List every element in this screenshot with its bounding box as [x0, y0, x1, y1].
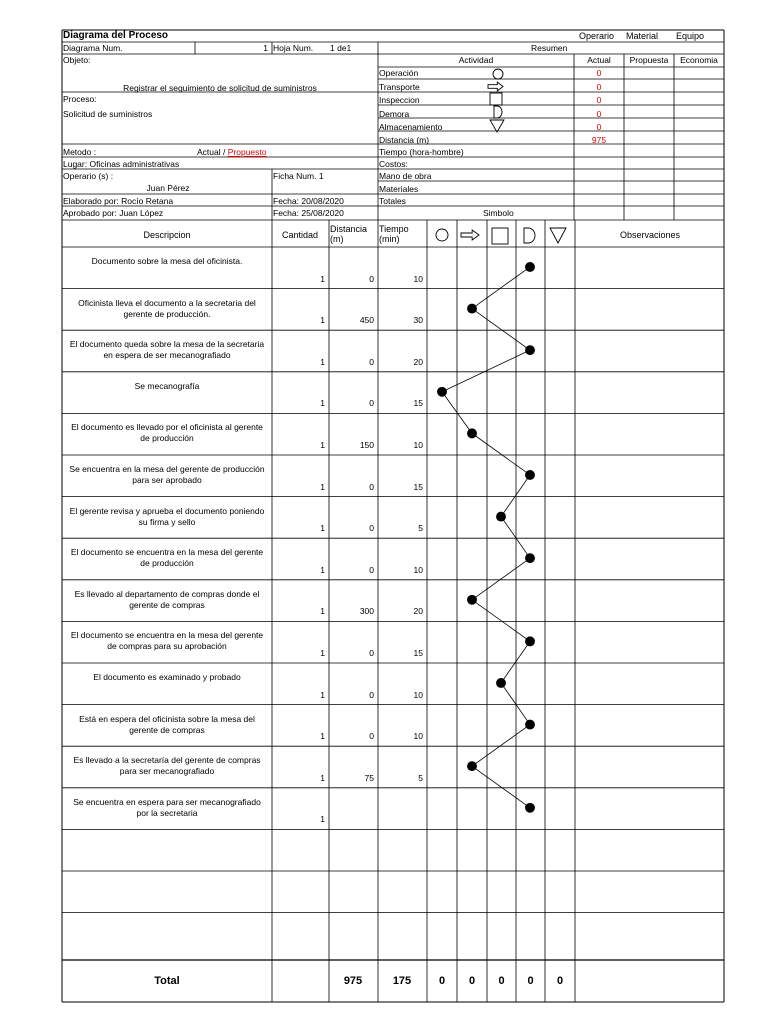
step-symbol-marker [468, 304, 477, 313]
col-header-operario: Operario [579, 31, 615, 41]
header-demora-icon [524, 228, 535, 243]
diagrama-label: Diagrama Num. [63, 43, 123, 53]
aprobado-por: Aprobado por: Juan López [63, 208, 164, 218]
step-description: El documento se encuentra en la mesa del gerente de compras para su aprobación [70, 630, 264, 652]
total-tiempo: 175 [392, 975, 412, 987]
step-distancia: 0 [369, 481, 374, 492]
flow-connector-line [442, 350, 530, 392]
step-distancia: 0 [369, 273, 374, 284]
step-distancia: 0 [369, 523, 374, 534]
step-cantidad: 1 [320, 564, 325, 575]
step-distancia: 0 [369, 731, 374, 742]
lugar: Lugar: Oficinas administrativas [63, 159, 180, 169]
summary-value-almacenamiento: 0 [596, 122, 602, 132]
step-cantidad: 1 [320, 315, 325, 326]
summary-actual-header: Actual [587, 55, 611, 65]
metodo-propuesto: Propuesto [227, 147, 267, 157]
step-distancia: 0 [369, 689, 374, 700]
step-distancia: 75 [364, 772, 374, 783]
total-distancia: 975 [343, 975, 363, 987]
transporte-symbol-icon [488, 82, 503, 91]
inspeccion-symbol-icon [490, 93, 502, 105]
objeto-label: Objeto: [63, 55, 91, 65]
operario-name: Juan Pérez [146, 183, 190, 193]
step-tiempo: 10 [413, 273, 423, 284]
flow-connector-line [472, 558, 530, 600]
summary-label-transporte: Transporte [379, 82, 420, 92]
flow-connector-line [472, 766, 530, 808]
step-tiempo: 15 [413, 481, 423, 492]
summary-value-operacion: 0 [596, 68, 602, 78]
summary-propuesta-header: Propuesta [629, 55, 669, 65]
summary-value-demora: 0 [596, 109, 602, 119]
summary-value-distancia: 975 [591, 135, 607, 145]
hoja-value: 1 de1 [330, 43, 352, 53]
step-cantidad: 1 [320, 481, 325, 492]
hoja-label: Hoja Num. [273, 43, 314, 53]
step-symbol-marker [438, 387, 447, 396]
step-symbol-marker [526, 346, 535, 355]
step-tiempo: 10 [413, 564, 423, 575]
page-title: Diagrama del Proceso [63, 30, 169, 41]
step-tiempo: 5 [418, 523, 423, 534]
flow-connector-line [472, 267, 530, 309]
summary-economia-header: Economia [680, 55, 718, 65]
step-description: Documento sobre la mesa del oficinista. [91, 256, 243, 266]
summary-totales: Totales [379, 196, 406, 206]
flow-connector-line [501, 683, 530, 725]
step-description: Es llevado a la secretaría del gerente de compras para ser mecanografiado [73, 755, 261, 777]
step-distancia: 0 [369, 398, 374, 409]
step-distancia: 450 [359, 315, 374, 326]
header-tiempo: Tiempo (min) [379, 224, 409, 245]
metodo-label: Metodo : [63, 147, 97, 157]
step-description: Se encuentra en la mesa del gerente de producción para ser aprobado [69, 464, 265, 486]
diagrama-num: 1 [263, 43, 268, 53]
summary-label-operacion: Operación [379, 68, 419, 78]
total-count-operacion: 0 [438, 975, 446, 987]
proceso-value: Solicitud de suministros [63, 109, 153, 119]
summary-value-transporte: 0 [596, 82, 602, 92]
step-description: El gerente revisa y aprueba el documento poniendo su firma y sello [69, 505, 265, 527]
summary-mano-obra: Mano de obra [379, 171, 432, 181]
step-symbol-marker [526, 720, 535, 729]
step-tiempo: 10 [413, 689, 423, 700]
demora-symbol-icon [494, 106, 502, 118]
elaborado-fecha: Fecha: 20/08/2020 [273, 196, 344, 206]
step-description: El documento queda sobre la mesa de la secretaria en espera de ser mecanografiado [69, 339, 265, 361]
summary-tiempo: Tiempo (hora-hombre) [379, 147, 464, 157]
summary-materiales: Materiales [379, 184, 419, 194]
step-distancia: 150 [359, 440, 374, 450]
step-cantidad: 1 [320, 273, 325, 284]
step-tiempo: 10 [413, 731, 423, 742]
flow-connector-line [472, 725, 530, 767]
total-count-inspeccion: 0 [498, 975, 505, 987]
summary-label-distancia: Distancia (m) [379, 135, 430, 145]
step-cantidad: 1 [320, 689, 325, 700]
step-description: Es llevado al departamento de compras donde el gerente de compras [74, 588, 260, 610]
step-cantidad: 1 [320, 772, 325, 783]
step-description: Se mecanografía [134, 380, 200, 391]
step-cantidad: 1 [320, 523, 325, 534]
step-tiempo: 20 [413, 606, 423, 617]
ficha: Ficha Num. 1 [273, 171, 324, 181]
total-label: Total [154, 975, 180, 987]
step-distancia: 0 [369, 648, 374, 658]
step-cantidad: 1 [320, 398, 325, 409]
step-tiempo: 15 [413, 648, 423, 658]
step-distancia: 0 [369, 564, 374, 575]
step-description: El documento se encuentra en la mesa del gerente de producción [70, 547, 264, 569]
header-cantidad: Cantidad [281, 230, 319, 240]
summary-label-inspeccion: Inspeccion [379, 95, 420, 105]
step-symbol-marker [468, 429, 477, 438]
col-header-equipo: Equipo [676, 31, 705, 41]
total-count-demora: 0 [527, 975, 534, 987]
step-tiempo: 15 [413, 398, 423, 409]
header-observaciones: Observaciones [619, 230, 681, 240]
flow-connector-line [501, 641, 530, 683]
col-header-material: Material [626, 31, 659, 41]
summary-label-almacenamiento: Almacenamiento [379, 122, 443, 132]
step-description: Oficinista lleva el documento a la secretaria del gerente de producción. [78, 297, 256, 319]
step-cantidad: 1 [320, 606, 325, 617]
step-symbol-marker [526, 470, 535, 479]
header-transporte-icon [461, 230, 479, 240]
step-cantidad: 1 [320, 440, 325, 450]
summary-costos: Costos: [379, 159, 408, 169]
objeto-value: Registrar el seguimiento de solicitud de suministros [123, 83, 317, 93]
header-operacion-icon [436, 229, 448, 241]
operacion-symbol-icon [493, 69, 503, 79]
step-cantidad: 1 [320, 731, 325, 742]
step-tiempo: 20 [413, 356, 423, 367]
summary-value-inspeccion: 0 [596, 95, 602, 105]
step-symbol-marker [526, 262, 535, 271]
step-symbol-marker [526, 554, 535, 563]
operario-label: Operario (s) : [63, 171, 114, 181]
flow-connector-line [472, 600, 530, 642]
proceso-label: Proceso: [63, 94, 97, 104]
summary-actividad: Actividad [458, 55, 494, 65]
flow-connector-line [501, 517, 530, 559]
total-count-transporte: 0 [468, 975, 476, 987]
step-distancia: 300 [359, 606, 374, 617]
step-description: Se encuentra en espera para ser mecanografiado por la secretaria [73, 796, 261, 818]
step-description: El documento es examinado y probado [93, 672, 241, 682]
step-symbol-marker [468, 595, 477, 604]
header-distancia: Distancia (m) [330, 224, 368, 245]
header-inspeccion-icon [492, 228, 508, 244]
step-symbol-marker [468, 762, 477, 771]
step-tiempo: 10 [413, 440, 423, 450]
step-symbol-marker [497, 678, 506, 687]
summary-title: Resumen [531, 43, 568, 53]
step-tiempo: 5 [418, 772, 423, 783]
aprobado-fecha: Fecha: 25/08/2020 [273, 208, 344, 218]
flow-connector-line [472, 309, 530, 351]
summary-label-demora: Demora [379, 109, 410, 119]
step-distancia: 0 [369, 356, 374, 367]
header-descripcion: Descripcion [143, 230, 191, 240]
metodo-options [197, 148, 266, 157]
summary-simbolo: Simbolo [483, 208, 514, 218]
step-cantidad: 1 [320, 814, 325, 825]
elaborado-por: Elaborado por: Rocío Retana [63, 196, 174, 206]
total-count-almacenamiento: 0 [556, 975, 564, 987]
step-symbol-marker [497, 512, 506, 521]
step-tiempo: 30 [413, 315, 423, 326]
step-symbol-marker [526, 803, 535, 812]
header-almacenamiento-icon [550, 228, 566, 243]
almacenamiento-symbol-icon [490, 120, 504, 132]
step-cantidad: 1 [320, 356, 325, 367]
step-cantidad: 1 [320, 648, 325, 658]
metodo-actual: Actual / [197, 147, 226, 157]
step-symbol-marker [526, 637, 535, 646]
step-description: El documento es llevado por el oficinista al gerente de producción [71, 422, 263, 444]
step-description: Está en espera del oficinista sobre la mesa del gerente de compras [79, 713, 255, 735]
flow-connector-line [472, 433, 530, 475]
flow-connector-line [501, 475, 530, 517]
